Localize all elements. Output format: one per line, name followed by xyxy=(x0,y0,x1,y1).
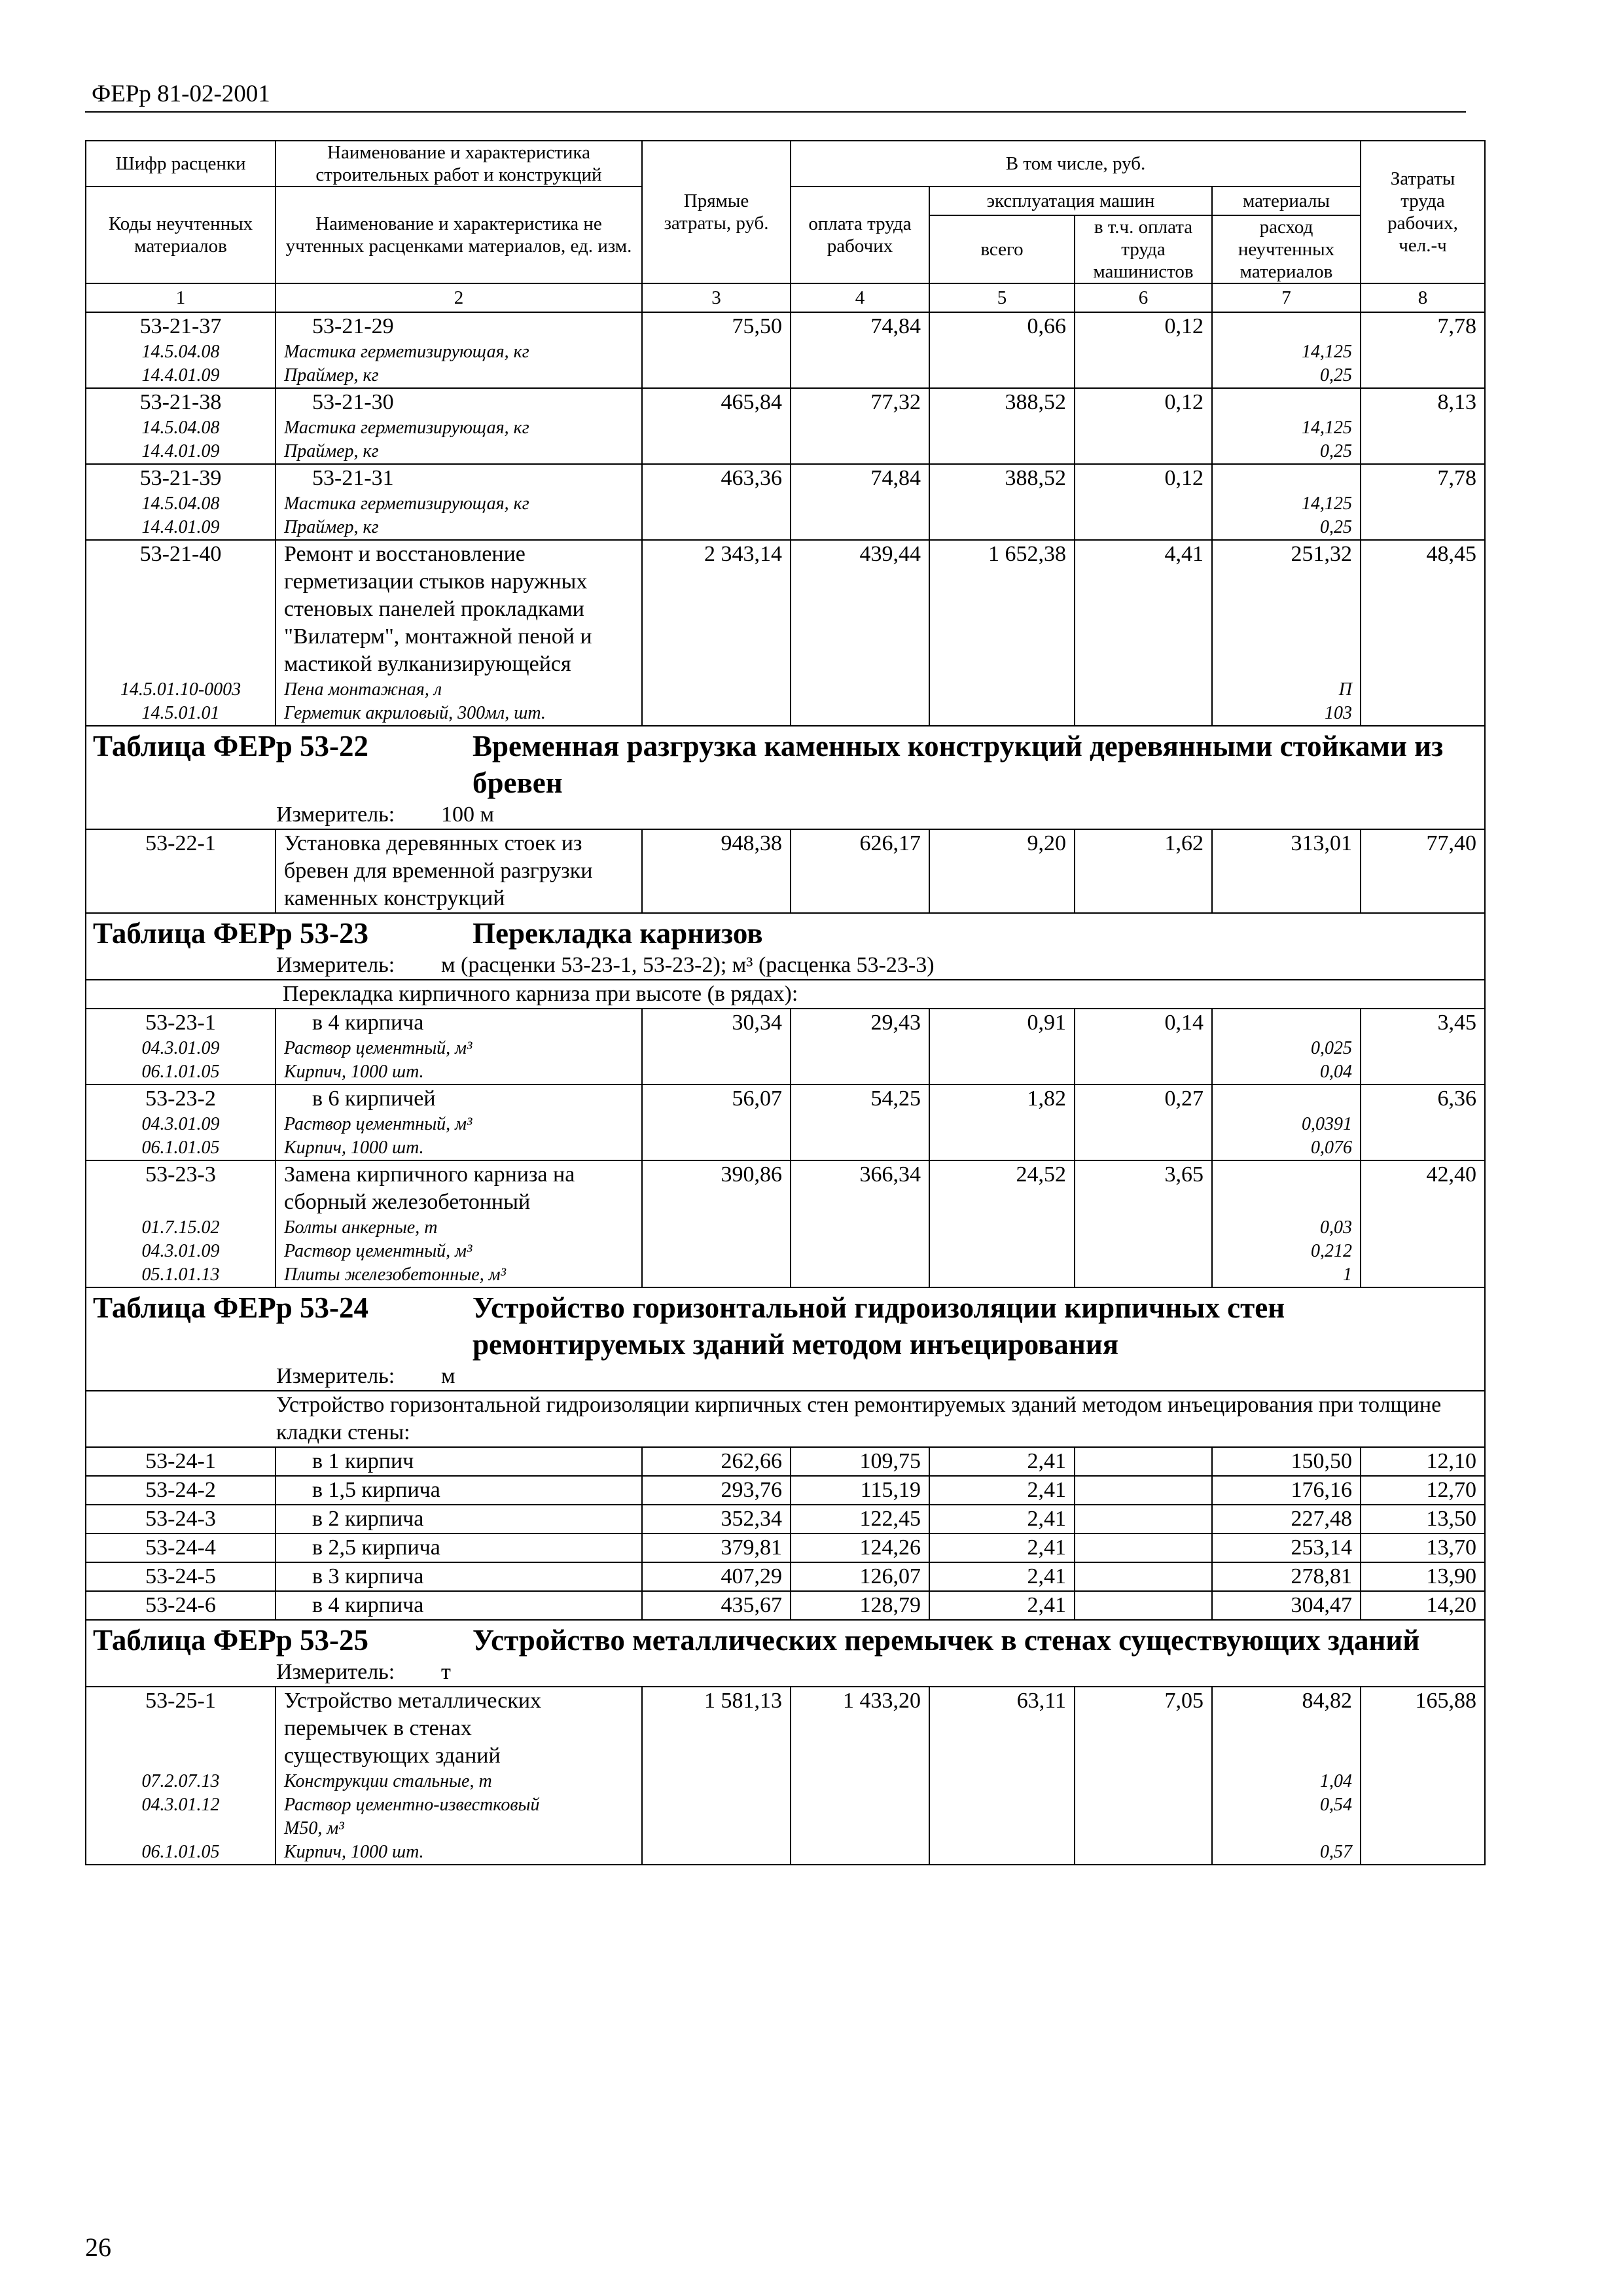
rate-code: 53-23-2 xyxy=(86,1085,276,1113)
labor-hours: 7,78 xyxy=(1361,464,1485,492)
table-section-53-22 xyxy=(86,726,1485,829)
col-name-header: Наименование и характеристика строительных работ и конструкций xyxy=(276,141,642,187)
materials-cost xyxy=(1212,312,1361,340)
col-direct-header: Прямые затраты, руб. xyxy=(642,141,791,283)
col-number: 2 xyxy=(276,283,642,312)
direct-cost: 390,86 xyxy=(642,1160,791,1189)
table-title: Перекладка карнизов xyxy=(473,917,763,950)
meter-value: 100 м xyxy=(441,802,495,827)
rate-name: 53-21-31 xyxy=(276,464,642,492)
machinist-pay: 3,65 xyxy=(1075,1160,1212,1189)
material-name: Праймер, кг xyxy=(276,440,642,464)
material-name: Пена монтажная, л xyxy=(276,678,642,702)
material-qty: П xyxy=(1212,678,1361,702)
rate-name: Замена кирпичного карниза на xyxy=(276,1160,642,1189)
rate-name-line: каменных конструкций xyxy=(276,885,642,913)
table-title: Устройство горизонтальной гидроизоляции кирпичных стен ремонтируемых зданий методом инъецирования xyxy=(473,1291,1285,1361)
machine-cost: 2,41 xyxy=(929,1562,1075,1591)
labor-pay: 366,34 xyxy=(791,1160,929,1189)
meter-label: Измеритель: xyxy=(276,1660,395,1684)
rate-code: 53-21-38 xyxy=(86,388,276,416)
material-qty: 0,25 xyxy=(1212,364,1361,388)
materials-cost: 84,82 xyxy=(1212,1687,1361,1715)
col-code-header: Шифр расценки xyxy=(86,141,276,187)
material-name: Мастика герметизирующая, кг xyxy=(276,416,642,440)
machine-cost: 388,52 xyxy=(929,388,1075,416)
meter-value: м xyxy=(441,1364,455,1388)
material-name: Герметик акриловый, 300мл, шт. xyxy=(276,702,642,726)
meter-label: Измеритель: xyxy=(276,953,395,977)
direct-cost: 379,81 xyxy=(642,1534,791,1562)
rate-name: Установка деревянных стоек из xyxy=(276,829,642,857)
material-name: Раствор цементно-известковый xyxy=(276,1793,642,1817)
rate-name-line: мастикой вулканизирующейся xyxy=(276,651,642,678)
labor-hours: 13,70 xyxy=(1361,1534,1485,1562)
material-name: Раствор цементный, м³ xyxy=(276,1113,642,1136)
table-row xyxy=(86,1687,1485,1715)
material-qty: 0,04 xyxy=(1212,1060,1361,1085)
col-incl-header: В том числе, руб. xyxy=(791,141,1361,187)
rate-name-line: сборный железобетонный xyxy=(276,1189,642,1216)
col-pay-header: оплата труда рабочих xyxy=(791,187,929,283)
rate-name: в 1,5 кирпича xyxy=(276,1476,642,1505)
rate-name-line: существующих зданий xyxy=(276,1742,642,1770)
rates-table xyxy=(85,140,1486,1865)
col-machines-header: эксплуатация машин xyxy=(929,187,1212,215)
material-code: 14.5.04.08 xyxy=(86,340,276,364)
section-heading: Перекладка кирпичного карниза при высоте (в рядах): xyxy=(86,980,1485,1009)
table-row xyxy=(86,1447,1485,1476)
material-qty: 103 xyxy=(1212,702,1361,726)
machinist-pay: 4,41 xyxy=(1075,540,1212,568)
rate-code: 53-25-1 xyxy=(86,1687,276,1715)
rate-name-line: герметизации стыков наружных xyxy=(276,568,642,596)
material-code: 04.3.01.09 xyxy=(86,1037,276,1060)
material-code: 14.4.01.09 xyxy=(86,364,276,388)
table-row xyxy=(86,1562,1485,1591)
direct-cost: 75,50 xyxy=(642,312,791,340)
material-code: 05.1.01.13 xyxy=(86,1263,276,1287)
material-qty: 0,025 xyxy=(1212,1037,1361,1060)
table-row xyxy=(86,388,1485,416)
direct-cost: 435,67 xyxy=(642,1591,791,1620)
material-name: Праймер, кг xyxy=(276,516,642,540)
table-row xyxy=(86,1534,1485,1562)
table-row xyxy=(86,1160,1485,1189)
material-qty: 14,125 xyxy=(1212,492,1361,516)
labor-pay: 122,45 xyxy=(791,1505,929,1534)
rate-name: Ремонт и восстановление xyxy=(276,540,642,568)
materials-cost: 150,50 xyxy=(1212,1447,1361,1476)
material-code: 06.1.01.05 xyxy=(86,1840,276,1865)
machinist-pay: 7,05 xyxy=(1075,1687,1212,1715)
materials-cost: 278,81 xyxy=(1212,1562,1361,1591)
machinist-pay: 1,62 xyxy=(1075,829,1212,857)
material-code: 07.2.07.13 xyxy=(86,1770,276,1793)
col-number: 1 xyxy=(86,283,276,312)
material-name: Раствор цементный, м³ xyxy=(276,1037,642,1060)
materials-cost: 313,01 xyxy=(1212,829,1361,857)
material-code: 06.1.01.05 xyxy=(86,1136,276,1160)
materials-cost: 253,14 xyxy=(1212,1534,1361,1562)
labor-pay: 109,75 xyxy=(791,1447,929,1476)
material-code: 14.5.01.10-0003 xyxy=(86,678,276,702)
rate-code: 53-24-5 xyxy=(86,1562,276,1591)
table-row xyxy=(86,829,1485,857)
direct-cost: 352,34 xyxy=(642,1505,791,1534)
labor-hours: 6,36 xyxy=(1361,1085,1485,1113)
labor-hours: 13,90 xyxy=(1361,1562,1485,1591)
table-row xyxy=(86,1009,1485,1037)
rate-name-line: "Вилатерм", монтажной пеной и xyxy=(276,623,642,651)
rate-code: 53-24-6 xyxy=(86,1591,276,1620)
material-name-line: М50, м³ xyxy=(276,1817,642,1840)
rate-code: 53-24-1 xyxy=(86,1447,276,1476)
direct-cost: 948,38 xyxy=(642,829,791,857)
rate-code: 53-23-1 xyxy=(86,1009,276,1037)
meter-value: м (расценки 53-23-1, 53-23-2); м³ (расценка 53-23-3) xyxy=(441,953,935,977)
material-code: 04.3.01.09 xyxy=(86,1240,276,1263)
rate-code: 53-21-40 xyxy=(86,540,276,568)
rate-name: 53-21-30 xyxy=(276,388,642,416)
table-section-53-23 xyxy=(86,913,1485,980)
material-name: Кирпич, 1000 шт. xyxy=(276,1136,642,1160)
labor-pay: 1 433,20 xyxy=(791,1687,929,1715)
material-qty: 0,212 xyxy=(1212,1240,1361,1263)
table-id: Таблица ФЕРр 53-24 xyxy=(93,1291,369,1324)
rate-name: в 3 кирпича xyxy=(276,1562,642,1591)
col-number: 8 xyxy=(1361,283,1485,312)
material-qty: 0,25 xyxy=(1212,516,1361,540)
section-heading: Устройство горизонтальной гидроизоляции кирпичных стен ремонтируемых зданий методом инъецирования при толщине кладки стены: xyxy=(86,1391,1485,1447)
col-number: 6 xyxy=(1075,283,1212,312)
materials-cost: 227,48 xyxy=(1212,1505,1361,1534)
table-row xyxy=(86,312,1485,340)
rate-name-line: стеновых панелей прокладками xyxy=(276,596,642,623)
material-qty: 14,125 xyxy=(1212,416,1361,440)
machinist-pay: 0,12 xyxy=(1075,312,1212,340)
labor-hours: 14,20 xyxy=(1361,1591,1485,1620)
direct-cost: 1 581,13 xyxy=(642,1687,791,1715)
meter-label: Измеритель: xyxy=(276,802,395,827)
machine-cost: 2,41 xyxy=(929,1534,1075,1562)
machine-cost: 2,41 xyxy=(929,1505,1075,1534)
machinist-pay: 0,12 xyxy=(1075,464,1212,492)
labor-pay: 626,17 xyxy=(791,829,929,857)
rate-name: в 4 кирпича xyxy=(276,1591,642,1620)
labor-hours: 42,40 xyxy=(1361,1160,1485,1189)
rate-name: в 6 кирпичей xyxy=(276,1085,642,1113)
machine-cost: 1,82 xyxy=(929,1085,1075,1113)
labor-hours: 12,10 xyxy=(1361,1447,1485,1476)
table-row xyxy=(86,540,1485,568)
table-title: Временная разгрузка каменных конструкций деревянными стойками из бревен xyxy=(473,730,1444,799)
material-name: Праймер, кг xyxy=(276,364,642,388)
material-name: Конструкции стальные, т xyxy=(276,1770,642,1793)
table-title: Устройство металлических перемычек в стенах существующих зданий xyxy=(473,1624,1420,1657)
material-code: 14.4.01.09 xyxy=(86,516,276,540)
labor-hours: 7,78 xyxy=(1361,312,1485,340)
rate-name-line: перемычек в стенах xyxy=(276,1715,642,1742)
material-code: 14.5.04.08 xyxy=(86,492,276,516)
machine-cost: 9,20 xyxy=(929,829,1075,857)
direct-cost: 2 343,14 xyxy=(642,540,791,568)
direct-cost: 56,07 xyxy=(642,1085,791,1113)
material-code: 14.5.01.01 xyxy=(86,702,276,726)
material-qty: 0,03 xyxy=(1212,1216,1361,1240)
labor-pay: 29,43 xyxy=(791,1009,929,1037)
document-code: ФЕРр 81-02-2001 xyxy=(92,81,270,107)
rate-name: Устройство металлических xyxy=(276,1687,642,1715)
labor-pay: 74,84 xyxy=(791,312,929,340)
rate-code: 53-22-1 xyxy=(86,829,276,857)
table-row xyxy=(86,1476,1485,1505)
rate-code: 53-21-39 xyxy=(86,464,276,492)
labor-pay: 54,25 xyxy=(791,1085,929,1113)
labor-hours: 77,40 xyxy=(1361,829,1485,857)
labor-pay: 439,44 xyxy=(791,540,929,568)
material-name: Раствор цементный, м³ xyxy=(276,1240,642,1263)
col-labor-header: Затраты труда рабочих, чел.-ч xyxy=(1361,141,1485,283)
material-qty: 0,0391 xyxy=(1212,1113,1361,1136)
material-name: Плиты железобетонные, м³ xyxy=(276,1263,642,1287)
material-code: 01.7.15.02 xyxy=(86,1216,276,1240)
rate-code: 53-24-4 xyxy=(86,1534,276,1562)
material-code: 04.3.01.12 xyxy=(86,1793,276,1817)
col-materials-header: материалы xyxy=(1212,187,1361,215)
table-id: Таблица ФЕРр 53-23 xyxy=(93,917,369,950)
machinist-pay: 0,14 xyxy=(1075,1009,1212,1037)
col-matcode-header: Коды неучтенных материалов xyxy=(86,187,276,283)
material-name: Мастика герметизирующая, кг xyxy=(276,340,642,364)
machine-cost: 0,66 xyxy=(929,312,1075,340)
rate-name: в 2,5 кирпича xyxy=(276,1534,642,1562)
machinist-pay: 0,27 xyxy=(1075,1085,1212,1113)
table-row xyxy=(86,464,1485,492)
labor-pay: 74,84 xyxy=(791,464,929,492)
rate-name: в 4 кирпича xyxy=(276,1009,642,1037)
col-number: 5 xyxy=(929,283,1075,312)
rate-code: 53-23-3 xyxy=(86,1160,276,1189)
labor-hours: 3,45 xyxy=(1361,1009,1485,1037)
machine-cost: 24,52 xyxy=(929,1160,1075,1189)
labor-hours: 13,50 xyxy=(1361,1505,1485,1534)
machinist-pay: 0,12 xyxy=(1075,388,1212,416)
col-matname-header: Наименование и характеристика не учтенных расценками материалов, ед. изм. xyxy=(276,187,642,283)
meter-value: т xyxy=(441,1660,451,1684)
material-code: 14.5.04.08 xyxy=(86,416,276,440)
table-section-53-25 xyxy=(86,1620,1485,1687)
labor-pay: 126,07 xyxy=(791,1562,929,1591)
table-row xyxy=(86,1085,1485,1113)
col-number: 3 xyxy=(642,283,791,312)
machine-cost: 2,41 xyxy=(929,1476,1075,1505)
rate-name: в 2 кирпича xyxy=(276,1505,642,1534)
material-qty: 1,04 xyxy=(1212,1770,1361,1793)
labor-hours: 12,70 xyxy=(1361,1476,1485,1505)
material-name: Кирпич, 1000 шт. xyxy=(276,1840,642,1865)
material-qty: 1 xyxy=(1212,1263,1361,1287)
meter-label: Измеритель: xyxy=(276,1364,395,1388)
rate-name: 53-21-29 xyxy=(276,312,642,340)
table-id: Таблица ФЕРр 53-22 xyxy=(93,730,369,762)
col-number: 4 xyxy=(791,283,929,312)
materials-cost: 251,32 xyxy=(1212,540,1361,568)
machine-cost: 2,41 xyxy=(929,1591,1075,1620)
machine-cost: 1 652,38 xyxy=(929,540,1075,568)
labor-pay: 77,32 xyxy=(791,388,929,416)
material-qty: 14,125 xyxy=(1212,340,1361,364)
direct-cost: 30,34 xyxy=(642,1009,791,1037)
labor-pay: 124,26 xyxy=(791,1534,929,1562)
machine-cost: 63,11 xyxy=(929,1687,1075,1715)
materials-cost: 176,16 xyxy=(1212,1476,1361,1505)
table-row xyxy=(86,1505,1485,1534)
rate-name: в 1 кирпич xyxy=(276,1447,642,1476)
direct-cost: 407,29 xyxy=(642,1562,791,1591)
rate-code: 53-24-2 xyxy=(86,1476,276,1505)
direct-cost: 262,66 xyxy=(642,1447,791,1476)
table-id: Таблица ФЕРр 53-25 xyxy=(93,1624,369,1657)
material-name: Кирпич, 1000 шт. xyxy=(276,1060,642,1085)
material-name: Болты анкерные, т xyxy=(276,1216,642,1240)
table-section-53-24 xyxy=(86,1287,1485,1391)
col-number: 7 xyxy=(1212,283,1361,312)
direct-cost: 463,36 xyxy=(642,464,791,492)
labor-hours: 48,45 xyxy=(1361,540,1485,568)
labor-pay: 128,79 xyxy=(791,1591,929,1620)
machine-cost: 0,91 xyxy=(929,1009,1075,1037)
direct-cost: 293,76 xyxy=(642,1476,791,1505)
material-code: 04.3.01.09 xyxy=(86,1113,276,1136)
rate-name-line: бревен для временной разгрузки xyxy=(276,857,642,885)
materials-cost: 304,47 xyxy=(1212,1591,1361,1620)
col-mat-use-header: расход неучтенных материалов xyxy=(1212,215,1361,283)
col-mach-total-header: всего xyxy=(929,215,1075,283)
machine-cost: 388,52 xyxy=(929,464,1075,492)
material-code: 14.4.01.09 xyxy=(86,440,276,464)
material-qty: 0,076 xyxy=(1212,1136,1361,1160)
page-number: 26 xyxy=(85,2233,111,2262)
direct-cost: 465,84 xyxy=(642,388,791,416)
labor-hours: 8,13 xyxy=(1361,388,1485,416)
labor-pay: 115,19 xyxy=(791,1476,929,1505)
labor-hours: 165,88 xyxy=(1361,1687,1485,1715)
material-name: Мастика герметизирующая, кг xyxy=(276,492,642,516)
material-code: 06.1.01.05 xyxy=(86,1060,276,1085)
table-row xyxy=(86,1591,1485,1620)
col-mach-pay-header: в т.ч. оплата труда машинистов xyxy=(1075,215,1212,283)
material-qty: 0,57 xyxy=(1212,1840,1361,1865)
rate-code: 53-24-3 xyxy=(86,1505,276,1534)
rate-code: 53-21-37 xyxy=(86,312,276,340)
material-qty: 0,54 xyxy=(1212,1793,1361,1817)
material-qty: 0,25 xyxy=(1212,440,1361,464)
header-rule xyxy=(85,111,1466,113)
machine-cost: 2,41 xyxy=(929,1447,1075,1476)
